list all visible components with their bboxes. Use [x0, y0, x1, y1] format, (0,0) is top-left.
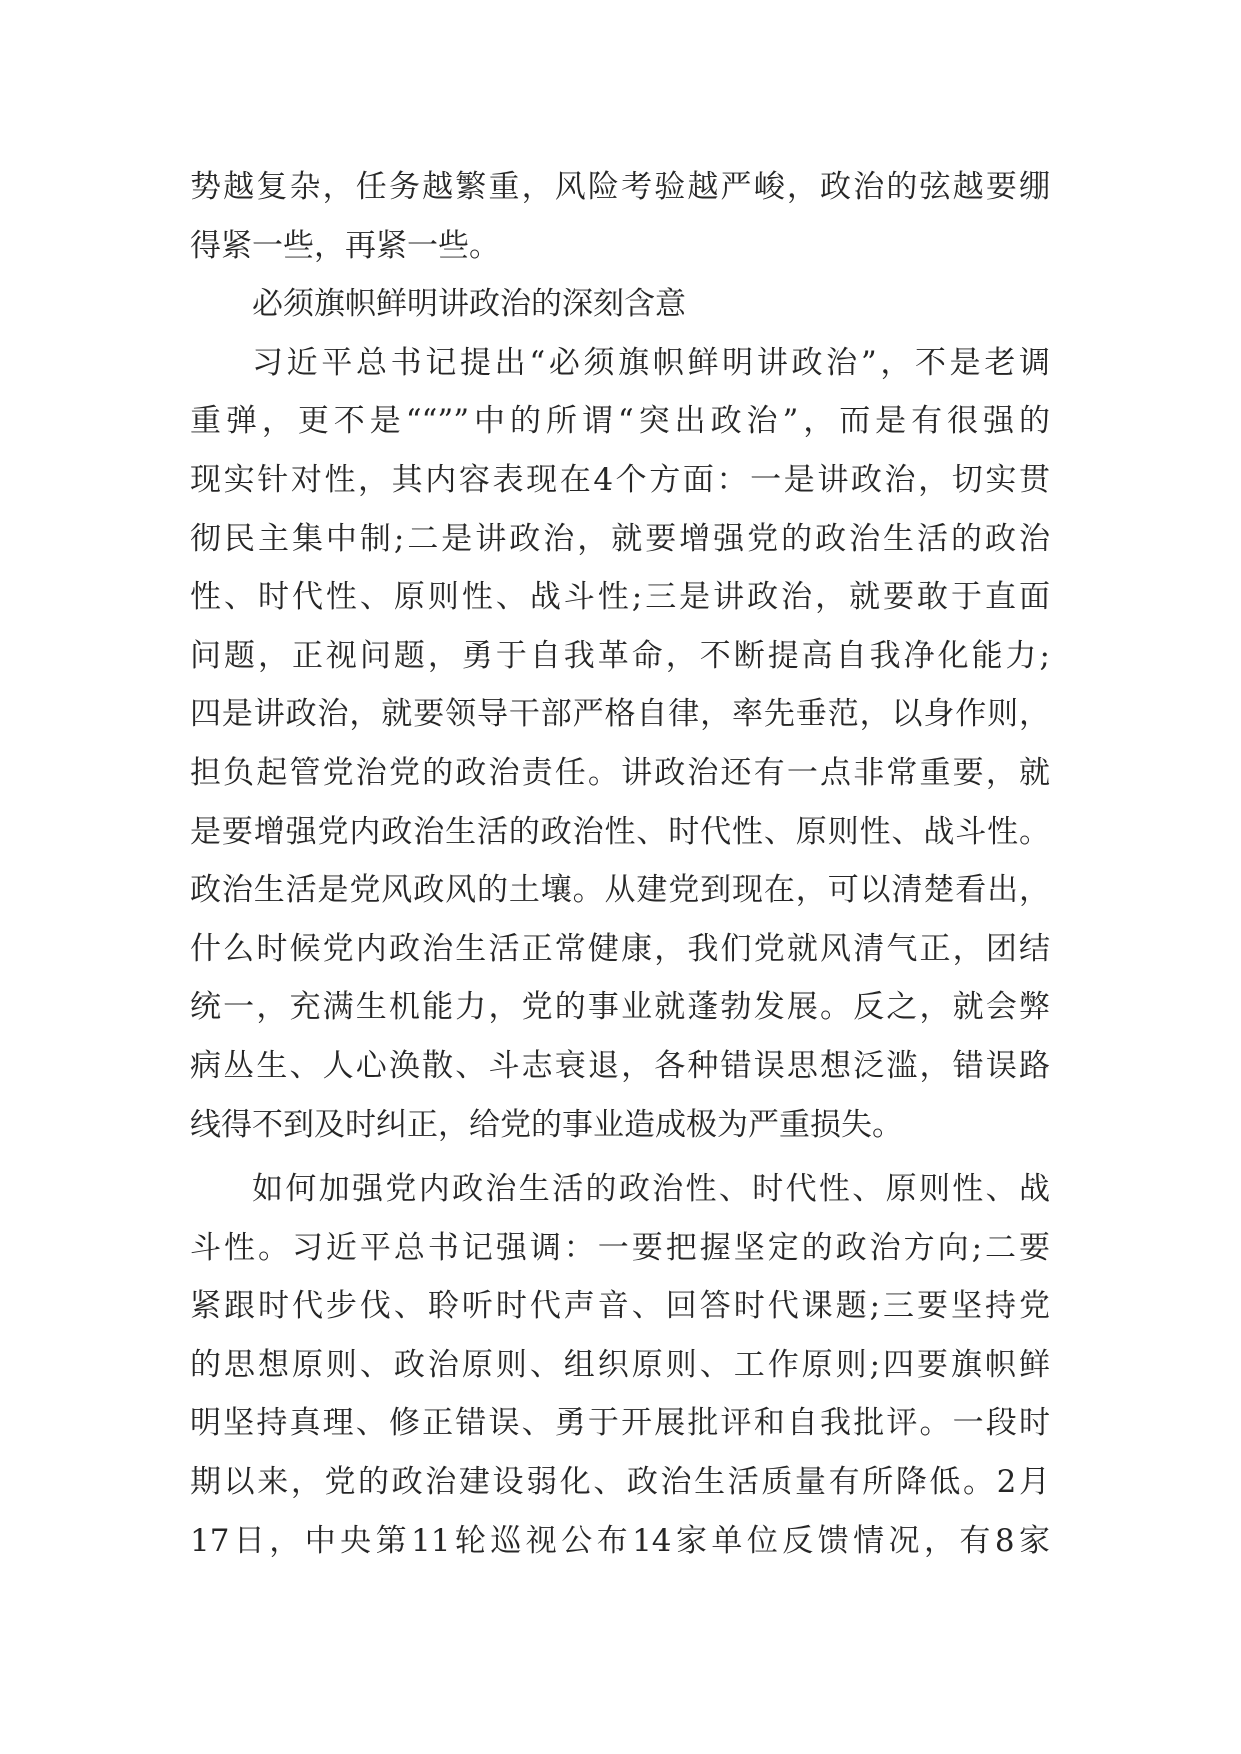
- text-line: 习近平总书记提出“必须旗帜鲜明讲政治”，不是老调: [252, 344, 1050, 381]
- text-line: 得紧一些，再紧一些。: [190, 227, 500, 264]
- text-line: 担负起管党治党的政治责任。讲政治还有一点非常重要，就: [190, 754, 1050, 791]
- document-body: [190, 158, 1050, 1570]
- text-line: 重弹，更不是““””中的所谓“突出政治”，而是有很强的: [190, 403, 1050, 440]
- text-line: 17日，中央第11轮巡视公布14家单位反馈情况，有8家: [190, 1522, 1050, 1559]
- text-line: 明坚持真理、修正错误、勇于开展批评和自我批评。一段时: [190, 1405, 1050, 1442]
- text-line: 现实针对性，其内容表现在4个方面：一是讲政治，切实贯: [190, 461, 1050, 498]
- text-line: 如何加强党内政治生活的政治性、时代性、原则性、战: [252, 1171, 1050, 1208]
- section-heading: 必须旗帜鲜明讲政治的深刻含意: [252, 286, 686, 323]
- text-line: 是要增强党内政治生活的政治性、时代性、原则性、战斗性。: [190, 813, 1050, 850]
- text-line: 四是讲政治，就要领导干部严格自律，率先垂范，以身作则，: [190, 696, 1050, 733]
- text-line: 期以来，党的政治建设弱化、政治生活质量有所降低。2月: [190, 1464, 1050, 1501]
- paragraph-2: [190, 334, 1050, 1154]
- paragraph-3: [190, 1160, 1050, 1570]
- text-line: 性、时代性、原则性、战斗性;三是讲政治，就要敢于直面: [190, 579, 1050, 616]
- text-line: 什么时候党内政治生活正常健康，我们党就风清气正，团结: [190, 930, 1050, 967]
- paragraph-1: [190, 158, 1050, 275]
- text-line: 势越复杂，任务越繁重，风险考验越严峻，政治的弦越要绷: [190, 169, 1050, 205]
- text-line: 的思想原则、政治原则、组织原则、工作原则;四要旗帜鲜: [190, 1346, 1050, 1383]
- text-line: 斗性。习近平总书记强调：一要把握坚定的政治方向;二要: [190, 1229, 1050, 1266]
- text-line: 问题，正视问题，勇于自我革命，不断提高自我净化能力;: [190, 637, 1050, 674]
- text-line: 彻民主集中制;二是讲政治，就要增强党的政治生活的政治: [190, 520, 1050, 557]
- text-line: 病丛生、人心涣散、斗志衰退，各种错误思想泛滥，错误路: [190, 1047, 1050, 1084]
- text-line: 政治生活是党风政风的土壤。从建党到现在，可以清楚看出，: [190, 872, 1050, 909]
- text-line: 统一，充满生机能力，党的事业就蓬勃发展。反之，就会弊: [190, 989, 1050, 1026]
- text-line: 线得不到及时纠正，给党的事业造成极为严重损失。: [190, 1106, 903, 1143]
- text-line: 紧跟时代步伐、聆听时代声音、回答时代课题;三要坚持党: [190, 1288, 1050, 1325]
